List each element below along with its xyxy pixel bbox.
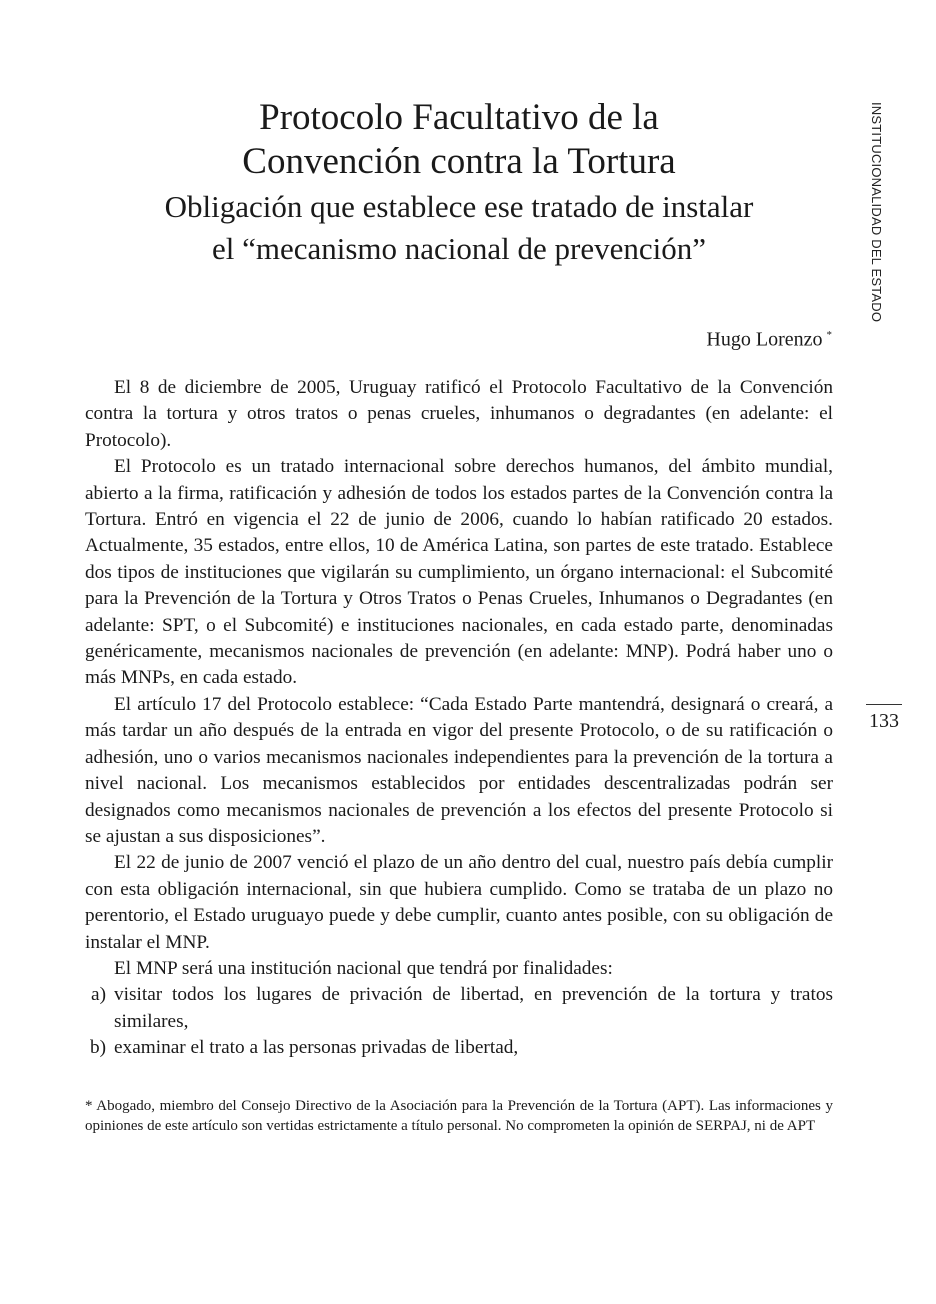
article-body	[85, 375, 833, 1062]
subtitle-line-1: Obligación que establece ese tratado de instalar	[164, 189, 754, 224]
purposes-list	[85, 982, 833, 1061]
list-text: examinar el trato a las personas privadas de libertad,	[114, 1037, 519, 1059]
subtitle-line-2: el “mecanismo nacional de prevención”	[211, 231, 707, 266]
paragraph-3: El artículo 17 del Protocolo establece: “Cada Estado Parte mantendrá, designará o creará, a más tardar un año después de la entrada en vigor del presente Protocolo, o de su ratificación o adhesión, uno o varios mecanismos nacionales independientes para la prevención de la tortura a nivel nacional. Los mecanismos establecidos por entidades descentralizadas podrán ser designados como mecanismos nacionales de prevención a los efectos del presente Protocolo si se ajustan a sus disposiciones”.	[85, 693, 833, 847]
author-name: Hugo Lorenzo	[706, 328, 823, 351]
section-side-label: INSTITUCIONALIDAD DEL ESTADO	[869, 102, 884, 323]
article-title	[85, 96, 833, 184]
paragraph-1: El 8 de diciembre de 2005, Uruguay ratificó el Protocolo Facultativo de la Convención contra la tortura y otros tratos o penas crueles, inhumanos o degradantes (en adelante: el Protocolo).	[85, 377, 833, 451]
section-side-tag	[867, 102, 887, 323]
author-footnote-mark: *	[826, 329, 832, 341]
paragraph-4: El 22 de junio de 2007 venció el plazo de un año dentro del cual, nuestro país debía cumplir con esta obligación internacional, sin que hubiera cumplido. Como se trataba de un plazo no perentorio, el Estado uruguayo puede y debe cumplir, cuanto antes posible, con su obligación de instalar el MNP.	[85, 852, 833, 953]
article-subtitle	[85, 186, 833, 270]
author	[706, 322, 832, 353]
paragraph-5: El MNP será una institución nacional que tendrá por finalidades:	[114, 957, 613, 979]
footnote: * Abogado, miembro del Consejo Directivo de la Asociación para la Prevención de la Tortura (APT). Las informaciones y opiniones de este artículo son vertidas estrictamente a título personal. No comprometen la opinión de SERPAJ, ni de APT	[85, 1098, 833, 1134]
title-line-1: Protocolo Facultativo de la	[259, 97, 659, 138]
list-marker: a)	[91, 984, 106, 1006]
list-item	[85, 1035, 833, 1061]
page-number-rule	[866, 704, 902, 705]
page-number: 133	[869, 710, 899, 732]
list-item	[85, 982, 833, 1035]
list-text: visitar todos los lugares de privación de libertad, en prevención de la tortura y tratos similares,	[114, 984, 833, 1032]
title-block	[85, 96, 833, 270]
title-line-2: Convención contra la Tortura	[242, 141, 676, 182]
paragraph-2: El Protocolo es un tratado internacional sobre derechos humanos, del ámbito mundial, abierto a la firma, ratificación y adhesión de todos los estados partes de la Convención contra la Tortura. Entró en vigencia el 22 de junio de 2006, cuando lo habían ratificado 20 estados. Actualmente, 35 estados, entre ellos, 10 de América Latina, son partes de este tratado. Establece dos tipos de instituciones que vigilarán su cumplimiento, un órgano internacional: el Subcomité para la Prevención de la Tortura y Otros Tratos o Penas Crueles, Inhumanos o Degradantes (en adelante: SPT, o el Subcomité) e instituciones nacionales, en cada estado parte, denominadas genéricamente, mecanismos nacionales de prevención (en adelante: MNP). Podrá haber uno o más MNPs, en cada estado.	[85, 456, 833, 689]
list-marker: b)	[89, 1037, 106, 1059]
